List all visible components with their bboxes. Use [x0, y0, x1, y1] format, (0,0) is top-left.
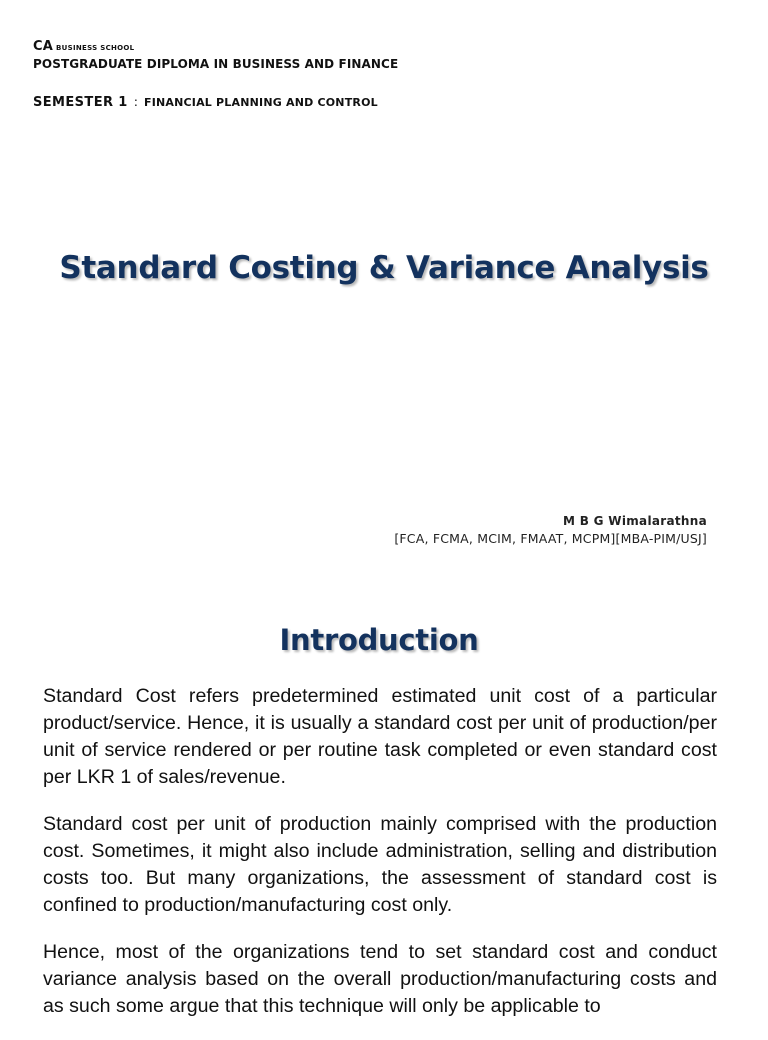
author-qualifications: [FCA, FCMA, MCIM, FMAAT, MCPM][MBA-PIM/USJ]	[394, 531, 707, 546]
document-title: Standard Costing & Variance Analysis	[59, 250, 709, 286]
semester-line	[33, 94, 378, 110]
author-block	[394, 514, 707, 546]
author-name: M B G Wimalarathna	[563, 514, 707, 528]
program-name: POSTGRADUATE DIPLOMA IN BUSINESS AND FINANCE	[33, 57, 399, 71]
org-school: BUSINESS SCHOOL	[56, 44, 135, 52]
semester-separator: :	[133, 94, 138, 109]
section-body	[43, 683, 717, 1040]
org-name	[33, 39, 134, 54]
paragraph: Standard Cost refers predetermined estimated unit cost of a particular product/service. Hence, it is usually a standard cost per unit of production/per unit of service rendered or per routine task completed or even standard cost per LKR 1 of sales/revenue.	[43, 685, 717, 788]
course-title: FINANCIAL PLANNING AND CONTROL	[143, 96, 378, 109]
semester-label: SEMESTER 1	[33, 95, 128, 110]
section-heading: Introduction	[279, 623, 479, 657]
paragraph: Hence, most of the organizations tend to set standard cost and conduct variance analysis based on the overall production/manufacturing costs and as such some argue that this technique will only be applicable to	[43, 941, 717, 1017]
org-ca: CA	[33, 39, 54, 54]
paragraph: Standard cost per unit of production mainly comprised with the production cost. Sometimes, it might also include administration, selling and distribution costs too. But many organizations, the assessment of standard cost is confined to production/manufacturing cost only.	[43, 813, 717, 916]
